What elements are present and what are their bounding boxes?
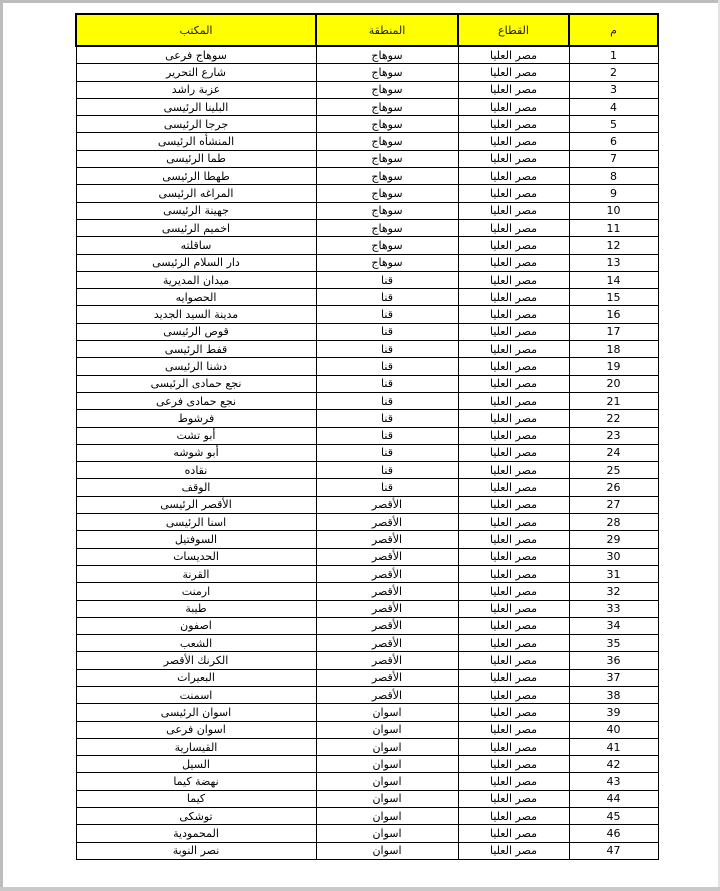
cell-region: سوهاج (316, 46, 458, 64)
cell-region: قنا (316, 358, 458, 375)
cell-sector: مصر العليا (458, 790, 569, 807)
cell-office: دشنا الرئيسى (76, 358, 316, 375)
cell-sector: مصر العليا (458, 617, 569, 634)
cell-sector: مصر العليا (458, 600, 569, 617)
cell-sector: مصر العليا (458, 825, 569, 842)
cell-sector: مصر العليا (458, 496, 569, 513)
cell-region: اسوان (316, 704, 458, 721)
cell-office: قفط الرئيسى (76, 341, 316, 358)
cell-num: 5 (569, 116, 658, 133)
cell-region: سوهاج (316, 81, 458, 98)
cell-num: 7 (569, 150, 658, 167)
table-row (76, 496, 658, 513)
cell-region: قنا (316, 444, 458, 461)
cell-office: طهطا الرئيسى (76, 168, 316, 185)
cell-office: اسمنت (76, 686, 316, 703)
cell-sector: مصر العليا (458, 721, 569, 738)
cell-office: ساقلته (76, 237, 316, 254)
header-sector: القطاع (458, 14, 569, 46)
cell-office: السيل (76, 756, 316, 773)
cell-num: 15 (569, 289, 658, 306)
table-row (76, 427, 658, 444)
table-row (76, 444, 658, 461)
cell-num: 34 (569, 617, 658, 634)
table-header-row (76, 14, 658, 46)
cell-office: الأقصر الرئيسى (76, 496, 316, 513)
cell-num: 10 (569, 202, 658, 219)
cell-office: البعيرات (76, 669, 316, 686)
cell-sector: مصر العليا (458, 81, 569, 98)
table-row (76, 756, 658, 773)
cell-sector: مصر العليا (458, 427, 569, 444)
cell-sector: مصر العليا (458, 514, 569, 531)
cell-num: 13 (569, 254, 658, 271)
cell-sector: مصر العليا (458, 531, 569, 548)
table-row (76, 133, 658, 150)
cell-sector: مصر العليا (458, 565, 569, 582)
cell-region: الأقصر (316, 635, 458, 652)
table-row (76, 289, 658, 306)
header-office: المكتب (76, 14, 316, 46)
cell-office: المحمودية (76, 825, 316, 842)
cell-office: دار السلام الرئيسى (76, 254, 316, 271)
cell-sector: مصر العليا (458, 323, 569, 340)
cell-num: 27 (569, 496, 658, 513)
cell-office: ميدان المديرية (76, 271, 316, 288)
cell-office: اسوان الرئيسى (76, 704, 316, 721)
cell-num: 28 (569, 514, 658, 531)
cell-num: 32 (569, 583, 658, 600)
table-row (76, 306, 658, 323)
cell-region: اسوان (316, 790, 458, 807)
cell-office: أبو شوشه (76, 444, 316, 461)
cell-region: سوهاج (316, 237, 458, 254)
cell-region: الأقصر (316, 686, 458, 703)
cell-num: 12 (569, 237, 658, 254)
cell-region: الأقصر (316, 531, 458, 548)
cell-region: قنا (316, 427, 458, 444)
cell-sector: مصر العليا (458, 704, 569, 721)
cell-sector: مصر العليا (458, 444, 569, 461)
cell-num: 9 (569, 185, 658, 202)
table-row (76, 392, 658, 409)
cell-sector: مصر العليا (458, 392, 569, 409)
table-row (76, 271, 658, 288)
table-row (76, 46, 658, 64)
cell-sector: مصر العليا (458, 46, 569, 64)
cell-region: قنا (316, 375, 458, 392)
cell-region: اسوان (316, 825, 458, 842)
table-row (76, 341, 658, 358)
table-row (76, 98, 658, 115)
cell-region: الأقصر (316, 565, 458, 582)
cell-num: 8 (569, 168, 658, 185)
cell-region: قنا (316, 462, 458, 479)
cell-region: قنا (316, 341, 458, 358)
cell-sector: مصر العليا (458, 306, 569, 323)
cell-office: نهضة كيما (76, 773, 316, 790)
cell-sector: مصر العليا (458, 462, 569, 479)
cell-sector: مصر العليا (458, 271, 569, 288)
cell-region: سوهاج (316, 64, 458, 81)
cell-num: 2 (569, 64, 658, 81)
header-num: م (569, 14, 658, 46)
cell-region: سوهاج (316, 133, 458, 150)
cell-region: سوهاج (316, 219, 458, 236)
cell-num: 21 (569, 392, 658, 409)
table-row (76, 64, 658, 81)
cell-office: جرجا الرئيسى (76, 116, 316, 133)
cell-region: سوهاج (316, 116, 458, 133)
cell-num: 23 (569, 427, 658, 444)
cell-sector: مصر العليا (458, 358, 569, 375)
cell-region: قنا (316, 289, 458, 306)
cell-office: ارمنت (76, 583, 316, 600)
cell-num: 40 (569, 721, 658, 738)
cell-num: 37 (569, 669, 658, 686)
cell-office: الحديسات (76, 548, 316, 565)
cell-num: 36 (569, 652, 658, 669)
table-row (76, 721, 658, 738)
cell-office: جهينة الرئيسى (76, 202, 316, 219)
cell-office: سوهاج فرعى (76, 46, 316, 64)
table-row (76, 531, 658, 548)
table-row (76, 704, 658, 721)
table-row (76, 375, 658, 392)
table-row (76, 358, 658, 375)
table-row (76, 669, 658, 686)
cell-sector: مصر العليا (458, 669, 569, 686)
cell-office: الوقف (76, 479, 316, 496)
cell-sector: مصر العليا (458, 98, 569, 115)
table-row (76, 479, 658, 496)
table-row (76, 652, 658, 669)
cell-num: 20 (569, 375, 658, 392)
table-row (76, 825, 658, 842)
cell-office: نقاده (76, 462, 316, 479)
cell-region: قنا (316, 271, 458, 288)
cell-office: نجع حمادى الرئيسى (76, 375, 316, 392)
cell-office: القرنة (76, 565, 316, 582)
cell-sector: مصر العليا (458, 202, 569, 219)
cell-office: الكرنك الأقصر (76, 652, 316, 669)
cell-office: اسنا الرئيسى (76, 514, 316, 531)
cell-num: 47 (569, 842, 658, 859)
cell-office: فرشوط (76, 410, 316, 427)
table-row (76, 410, 658, 427)
cell-num: 46 (569, 825, 658, 842)
cell-office: اخميم الرئيسى (76, 219, 316, 236)
cell-region: اسوان (316, 721, 458, 738)
table-row (76, 617, 658, 634)
cell-num: 25 (569, 462, 658, 479)
page-frame-bottom (0, 887, 720, 891)
cell-region: سوهاج (316, 150, 458, 167)
cell-num: 6 (569, 133, 658, 150)
cell-sector: مصر العليا (458, 773, 569, 790)
cell-region: اسوان (316, 808, 458, 825)
cell-sector: مصر العليا (458, 168, 569, 185)
cell-region: سوهاج (316, 202, 458, 219)
cell-sector: مصر العليا (458, 341, 569, 358)
cell-sector: مصر العليا (458, 150, 569, 167)
cell-region: اسوان (316, 773, 458, 790)
table-row (76, 686, 658, 703)
cell-num: 39 (569, 704, 658, 721)
cell-num: 17 (569, 323, 658, 340)
table-row (76, 773, 658, 790)
cell-office: طيبة (76, 600, 316, 617)
cell-sector: مصر العليا (458, 219, 569, 236)
table-row (76, 116, 658, 133)
cell-region: الأقصر (316, 514, 458, 531)
cell-num: 42 (569, 756, 658, 773)
cell-office: البلينا الرئيسى (76, 98, 316, 115)
cell-office: أبو تشت (76, 427, 316, 444)
cell-sector: مصر العليا (458, 652, 569, 669)
cell-office: كيما (76, 790, 316, 807)
cell-num: 3 (569, 81, 658, 98)
cell-region: الأقصر (316, 496, 458, 513)
cell-num: 11 (569, 219, 658, 236)
table-row (76, 323, 658, 340)
cell-region: اسوان (316, 738, 458, 755)
cell-region: الأقصر (316, 652, 458, 669)
cell-sector: مصر العليا (458, 808, 569, 825)
cell-num: 4 (569, 98, 658, 115)
cell-sector: مصر العليا (458, 738, 569, 755)
cell-office: المنشأه الرئيسى (76, 133, 316, 150)
table-row (76, 808, 658, 825)
table-row (76, 237, 658, 254)
page-frame-top (0, 0, 720, 3)
table-row (76, 600, 658, 617)
cell-sector: مصر العليا (458, 686, 569, 703)
table-row (76, 81, 658, 98)
cell-office: مدينة السيد الجديد (76, 306, 316, 323)
cell-num: 26 (569, 479, 658, 496)
cell-region: الأقصر (316, 548, 458, 565)
cell-sector: مصر العليا (458, 548, 569, 565)
cell-region: الأقصر (316, 617, 458, 634)
cell-region: الأقصر (316, 669, 458, 686)
cell-region: سوهاج (316, 168, 458, 185)
cell-office: عزبة راشد (76, 81, 316, 98)
table-row (76, 185, 658, 202)
cell-region: سوهاج (316, 185, 458, 202)
cell-num: 31 (569, 565, 658, 582)
table-row (76, 738, 658, 755)
cell-region: قنا (316, 306, 458, 323)
header-region: المنطقة (316, 14, 458, 46)
cell-num: 19 (569, 358, 658, 375)
cell-num: 38 (569, 686, 658, 703)
cell-region: قنا (316, 410, 458, 427)
cell-office: السوفتيل (76, 531, 316, 548)
table-row (76, 548, 658, 565)
cell-region: قنا (316, 479, 458, 496)
cell-region: اسوان (316, 842, 458, 859)
table-row (76, 254, 658, 271)
cell-office: اصفون (76, 617, 316, 634)
cell-region: سوهاج (316, 254, 458, 271)
cell-office: شارع التحرير (76, 64, 316, 81)
table-row (76, 635, 658, 652)
cell-num: 16 (569, 306, 658, 323)
cell-sector: مصر العليا (458, 116, 569, 133)
cell-office: طما الرئيسى (76, 150, 316, 167)
table-row (76, 583, 658, 600)
cell-sector: مصر العليا (458, 410, 569, 427)
table-body (76, 46, 658, 859)
cell-num: 24 (569, 444, 658, 461)
cell-num: 41 (569, 738, 658, 755)
cell-office: الشعب (76, 635, 316, 652)
cell-office: نجع حمادى فرعى (76, 392, 316, 409)
cell-num: 18 (569, 341, 658, 358)
cell-num: 35 (569, 635, 658, 652)
table-row (76, 842, 658, 859)
cell-num: 30 (569, 548, 658, 565)
cell-sector: مصر العليا (458, 756, 569, 773)
cell-num: 45 (569, 808, 658, 825)
cell-num: 14 (569, 271, 658, 288)
cell-sector: مصر العليا (458, 237, 569, 254)
cell-region: الأقصر (316, 583, 458, 600)
table-row (76, 514, 658, 531)
cell-region: الأقصر (316, 600, 458, 617)
cell-region: قنا (316, 323, 458, 340)
cell-region: سوهاج (316, 98, 458, 115)
table-row (76, 150, 658, 167)
table-row (76, 219, 658, 236)
cell-office: نصر النوبة (76, 842, 316, 859)
cell-num: 29 (569, 531, 658, 548)
cell-office: المراغه الرئيسى (76, 185, 316, 202)
cell-sector: مصر العليا (458, 185, 569, 202)
offices-table (75, 13, 659, 860)
page-frame-left (0, 0, 3, 891)
cell-sector: مصر العليا (458, 289, 569, 306)
cell-sector: مصر العليا (458, 479, 569, 496)
table-row (76, 168, 658, 185)
cell-office: الحصوايه (76, 289, 316, 306)
table-row (76, 462, 658, 479)
cell-sector: مصر العليا (458, 254, 569, 271)
cell-office: قوص الرئيسى (76, 323, 316, 340)
cell-sector: مصر العليا (458, 635, 569, 652)
cell-num: 44 (569, 790, 658, 807)
cell-sector: مصر العليا (458, 842, 569, 859)
table-row (76, 565, 658, 582)
cell-region: قنا (316, 392, 458, 409)
table-row (76, 790, 658, 807)
table-row (76, 202, 658, 219)
cell-num: 33 (569, 600, 658, 617)
cell-sector: مصر العليا (458, 133, 569, 150)
cell-office: توشكى (76, 808, 316, 825)
cell-num: 22 (569, 410, 658, 427)
cell-sector: مصر العليا (458, 583, 569, 600)
cell-num: 43 (569, 773, 658, 790)
cell-region: اسوان (316, 756, 458, 773)
cell-sector: مصر العليا (458, 64, 569, 81)
cell-num: 1 (569, 46, 658, 64)
cell-office: القيسارية (76, 738, 316, 755)
cell-sector: مصر العليا (458, 375, 569, 392)
cell-office: اسوان فرعى (76, 721, 316, 738)
